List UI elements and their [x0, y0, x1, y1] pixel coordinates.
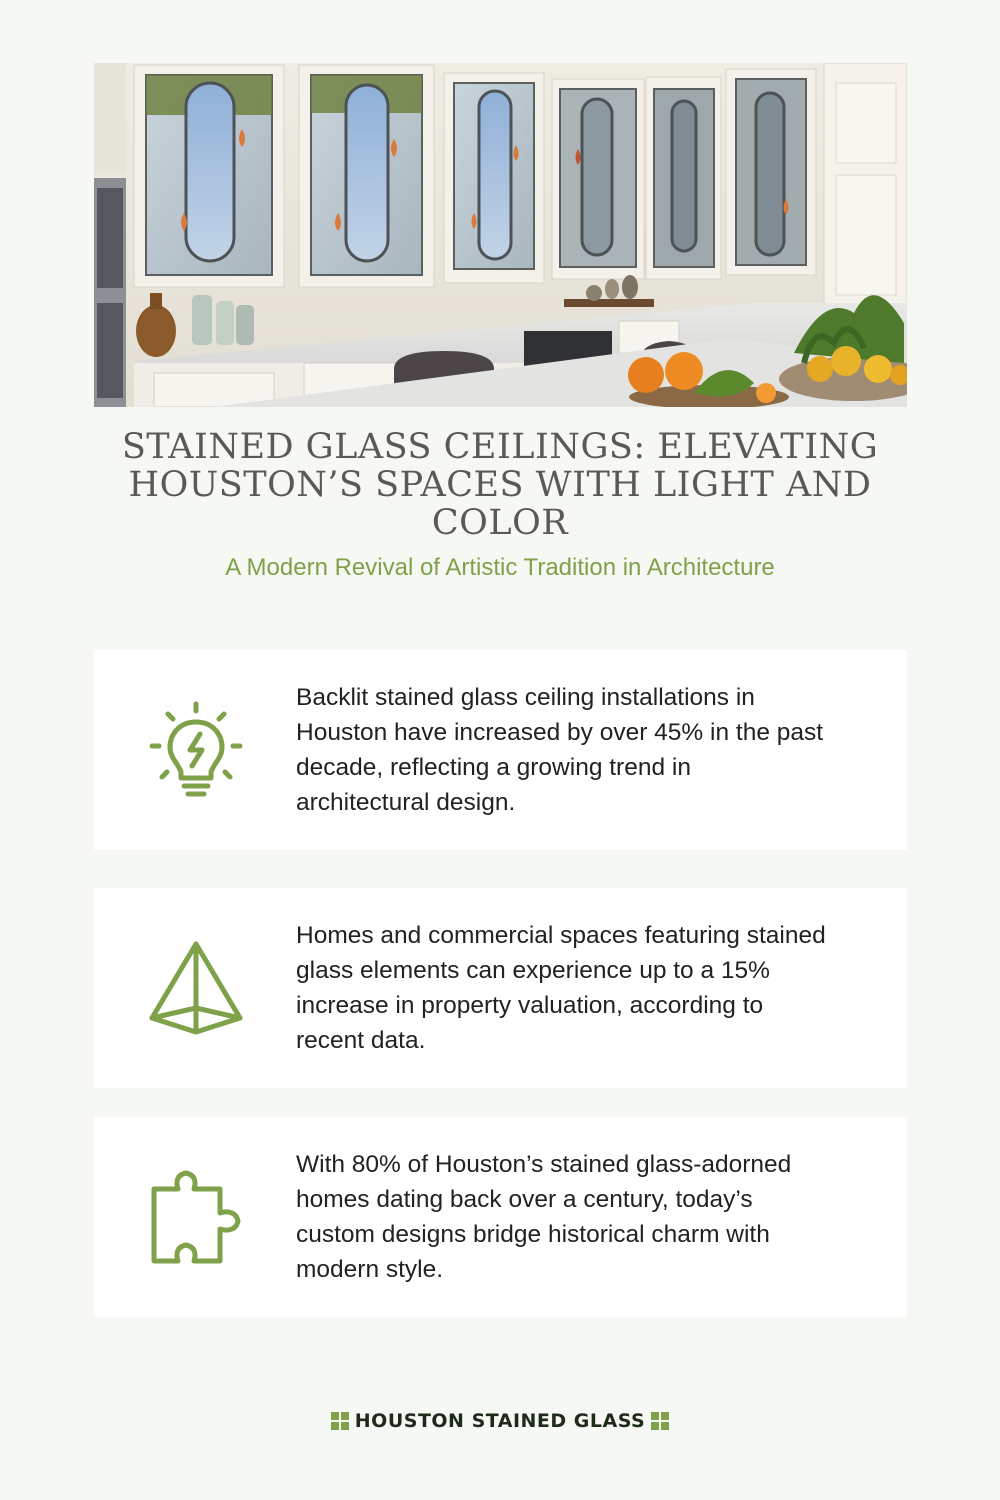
fact-card-3	[94, 1117, 907, 1317]
page-subtitle: A Modern Revival of Artistic Tradition in Architecture	[225, 554, 775, 581]
page-title: STAINED GLASS CEILINGS: ELEVATING HOUSTON’S SPACES WITH LIGHT AND COLOR	[121, 427, 879, 543]
brand-logo	[0, 1406, 1000, 1436]
fact-text-2: Homes and commercial spaces featuring stained glass elements can experience up to a 15% increase in property valuation, according to recent data.	[296, 922, 826, 1054]
fact-card-2	[94, 888, 907, 1088]
hero-image	[94, 63, 907, 407]
fact-card-1	[94, 650, 907, 850]
fact-text-3: With 80% of Houston’s stained glass-adorned homes dating back over a century, today’s custom designs bridge historical charm with modern style.	[296, 1151, 792, 1283]
fact-text-1: Backlit stained glass ceiling installations in Houston have increased by over 45% in the past decade, reflecting a growing trend in architectural design.	[296, 684, 824, 816]
logo-text: HOUSTON STAINED GLASS	[354, 1410, 646, 1432]
logo-grid-icon	[331, 1412, 349, 1430]
logo-grid-icon	[651, 1412, 669, 1430]
lightbulb-icon	[146, 700, 246, 800]
pyramid-icon	[146, 938, 246, 1038]
puzzle-piece-icon	[146, 1167, 246, 1267]
kitchen-illustration	[94, 63, 907, 407]
